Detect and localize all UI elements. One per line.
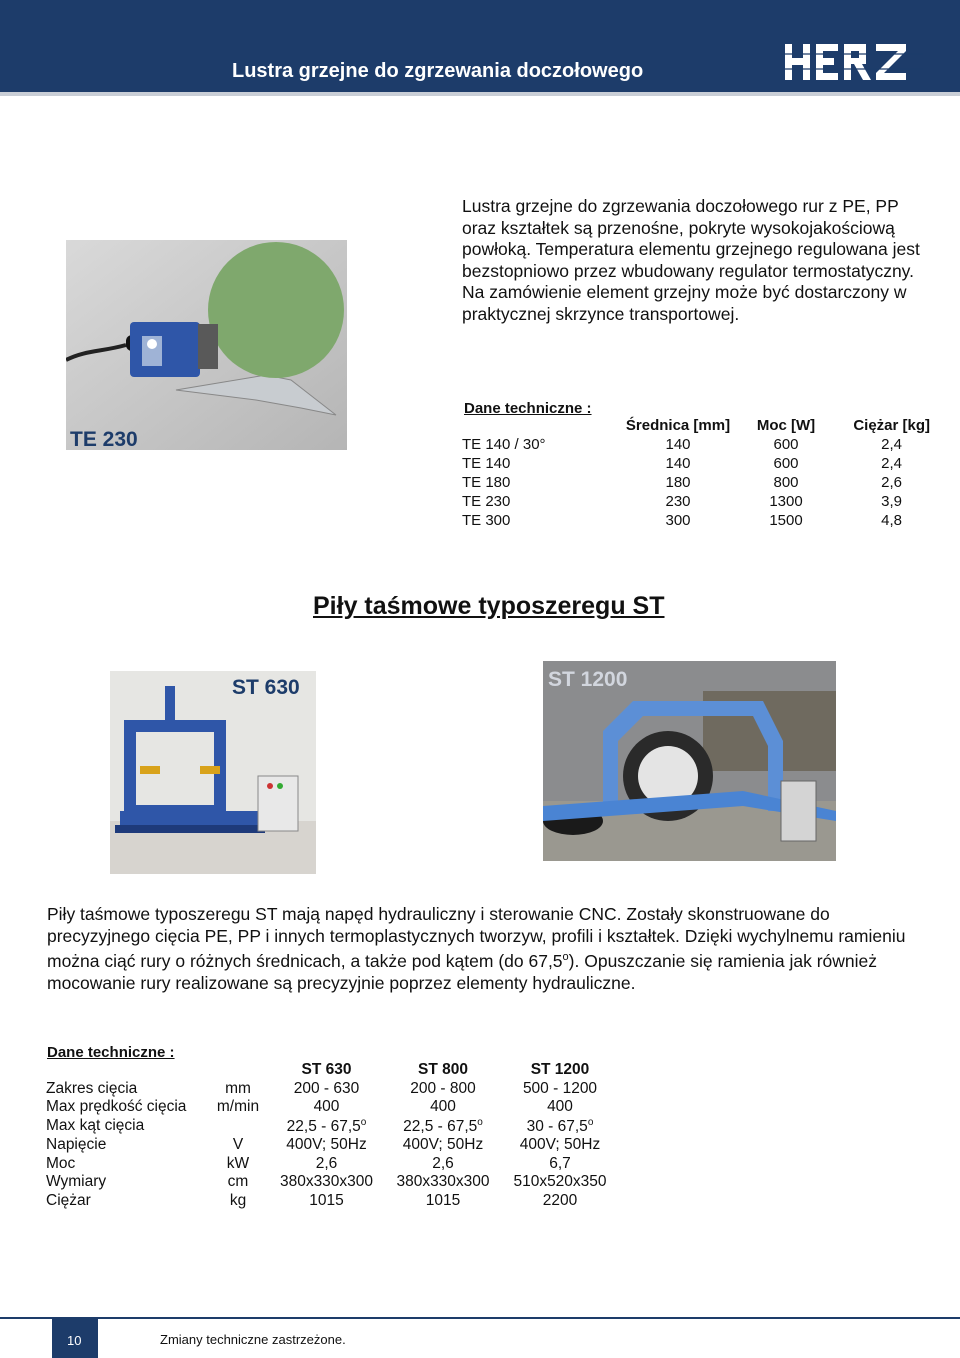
- model-cell: TE 140: [462, 455, 511, 472]
- te-specs-heading: Dane techniczne :: [464, 400, 592, 417]
- unit-cell: kg: [229, 1192, 247, 1210]
- column-header: ST 630: [301, 1061, 352, 1079]
- te-230-photo: [66, 240, 347, 450]
- column-header: ST 1200: [530, 1061, 590, 1079]
- table-row: [462, 473, 930, 492]
- param-label: Max kąt cięcia: [46, 1117, 145, 1135]
- degree-superscript: o: [587, 1116, 594, 1128]
- param-label: Zakres cięcia: [46, 1079, 138, 1097]
- herz-logo: [783, 42, 923, 82]
- value-cell: 400V; 50Hz: [402, 1136, 484, 1154]
- table-row: [46, 1155, 619, 1174]
- value-cell: 2,6: [315, 1154, 338, 1172]
- value-cell: 6,7: [549, 1154, 571, 1172]
- value-cell: 200 - 800: [410, 1079, 476, 1097]
- st-specs-table: [46, 1061, 619, 1210]
- model-cell: TE 140 / 30°: [462, 436, 546, 453]
- param-label: Ciężar: [46, 1192, 91, 1210]
- table-row: [462, 511, 930, 530]
- te-specs-table: [462, 416, 930, 530]
- value-cell: 2,6: [432, 1154, 454, 1172]
- param-label: Moc: [46, 1154, 76, 1172]
- unit-cell: kW: [226, 1154, 250, 1172]
- value-cell: [501, 1117, 619, 1136]
- unit-cell: cm: [227, 1173, 249, 1191]
- model-cell: TE 300: [462, 512, 511, 529]
- value-cell: 2200: [542, 1192, 578, 1210]
- st-630-label: ST 630: [232, 676, 300, 699]
- value-cell: 3,9: [881, 493, 902, 510]
- table-row: [462, 435, 930, 454]
- value-cell: 400V; 50Hz: [519, 1136, 601, 1154]
- table-row: [462, 454, 930, 473]
- value-cell: 600: [773, 436, 799, 453]
- value-cell: 500 - 1200: [522, 1079, 598, 1097]
- value-cell: 180: [665, 474, 691, 491]
- value-text: 22,5 - 67,5: [403, 1117, 478, 1135]
- value-cell: 800: [773, 474, 799, 491]
- footer-divider: [0, 1317, 960, 1319]
- value-cell: 380x330x300: [279, 1173, 374, 1191]
- te-230-label: TE 230: [70, 428, 138, 451]
- value-cell: 140: [665, 436, 691, 453]
- column-header: [46, 1061, 208, 1080]
- value-cell: [268, 1117, 385, 1136]
- page-number: 10: [67, 1333, 82, 1348]
- value-cell: 1500: [769, 512, 803, 529]
- table-row: [46, 1136, 619, 1155]
- value-cell: 2,4: [881, 455, 902, 472]
- description-text: Piły taśmowe typoszeregu ST mają napęd hydrauliczny i sterowanie CNC. Zostały skonstruowane do precyzyjnego cięcia PE, PP i innych termoplastycznych tworzyw, profili i kształtek. Dzięki wychylnemu ramieniu można ciąć rury o różnych średnicach, a także pod kątem (do 67,5: [47, 904, 906, 972]
- table-row: [46, 1117, 619, 1136]
- page-title: Lustra grzejne do zgrzewania doczołowego: [232, 60, 644, 82]
- degree-superscript: o: [562, 951, 569, 964]
- saw-description: [47, 904, 927, 994]
- column-header: Średnica [mm]: [625, 417, 731, 434]
- value-cell: 600: [773, 455, 799, 472]
- page-number-box: [52, 1319, 98, 1358]
- st-630-photo: [110, 671, 316, 874]
- table-row: [46, 1192, 619, 1211]
- unit-cell: m/min: [216, 1098, 260, 1116]
- unit-cell: mm: [225, 1079, 251, 1097]
- model-cell: TE 230: [462, 493, 511, 510]
- model-cell: TE 180: [462, 474, 511, 491]
- value-cell: 400V; 50Hz: [286, 1136, 367, 1154]
- value-cell: 200 - 630: [293, 1079, 360, 1097]
- column-header: ST 800: [418, 1061, 468, 1079]
- st-specs-heading: Dane techniczne :: [47, 1044, 175, 1061]
- value-text: 22,5 - 67,5: [286, 1117, 361, 1135]
- unit-cell: V: [232, 1136, 244, 1154]
- section-title: Piły taśmowe typoszeregu ST: [313, 592, 665, 620]
- value-cell: 2,6: [881, 474, 902, 491]
- value-cell: 510x520x350: [513, 1173, 607, 1191]
- column-header: [208, 1061, 268, 1080]
- value-cell: 140: [665, 455, 691, 472]
- param-label: Wymiary: [46, 1173, 107, 1191]
- value-cell: 1015: [309, 1192, 344, 1210]
- description-text: ). Opuszczanie się ramienia jak również mocowanie rury realizowane są precyzyjnie poprzez elementy hydrauliczne.: [47, 951, 877, 993]
- table-row: [46, 1080, 619, 1099]
- page-header: [0, 0, 960, 92]
- degree-superscript: o: [360, 1116, 367, 1128]
- te-specs-header-row: [462, 416, 930, 435]
- table-row: [46, 1098, 619, 1117]
- degree-superscript: o: [477, 1116, 483, 1128]
- value-cell: 380x330x300: [396, 1173, 490, 1191]
- param-label: Max prędkość cięcia: [46, 1098, 187, 1116]
- value-cell: 1300: [769, 493, 803, 510]
- param-label: Napięcie: [46, 1136, 107, 1154]
- table-row: [46, 1173, 619, 1192]
- value-cell: 300: [665, 512, 691, 529]
- value-cell: 400: [430, 1098, 456, 1116]
- footer-note: Zmiany techniczne zastrzeżone.: [160, 1332, 346, 1347]
- header-divider: [0, 92, 960, 96]
- st-specs-header-row: [46, 1061, 619, 1080]
- column-header: Moc [W]: [756, 417, 816, 434]
- value-text: 30 - 67,5: [526, 1117, 588, 1135]
- column-header: Ciężar [kg]: [853, 417, 930, 434]
- st-1200-label: ST 1200: [548, 668, 628, 691]
- table-row: [462, 492, 930, 511]
- value-cell: 4,8: [881, 512, 902, 529]
- intro-text: Lustra grzejne do zgrzewania doczołowego rur z PE, PP oraz kształtek są przenośne, pokryte wysokojakościową powłoką. Temperatura elementu grzejnego regulowana jest bezstopniowo przez wbudowany regulator termostatyczny. Na zamówienie element grzejny może być dostarczony w praktycznej skrzynce transportowej.: [462, 196, 920, 324]
- value-cell: 230: [665, 493, 691, 510]
- column-header: [462, 416, 622, 435]
- value-cell: [385, 1117, 501, 1136]
- value-cell: 2,4: [881, 436, 902, 453]
- unit-cell: [208, 1117, 268, 1136]
- value-cell: 400: [547, 1098, 573, 1116]
- value-cell: 1015: [425, 1192, 461, 1210]
- value-cell: 400: [313, 1098, 340, 1116]
